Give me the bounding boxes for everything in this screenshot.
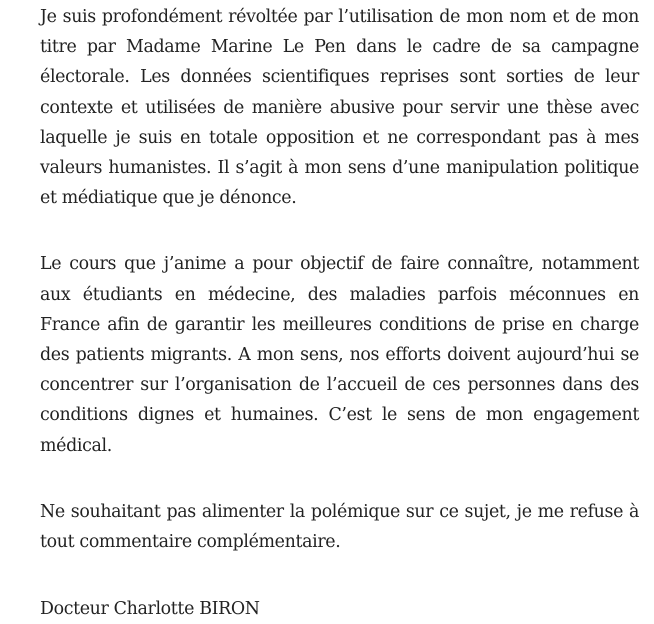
paragraph-statement: Je suis profondément révoltée par l’utilisation de mon nom et de mon titre par Madame Marine Le Pen dans le cadre de sa campagne électorale. Les données scientifiques reprises sont sorties de leur contexte et utilisées de manière abusive pour servir une thèse avec laquelle je suis en totale opposition et ne correspondant pas à mes valeurs humanistes. Il s’agit à mon sens d’une manipulation politique et médiatique que je dénonce. xyxy=(40,7,639,209)
letter-body xyxy=(40,0,639,624)
signature: Docteur Charlotte BIRON xyxy=(40,599,260,620)
paragraph-no-comment: Ne souhaitant pas alimenter la polémique sur ce sujet, je me refuse à tout commentaire complémentaire. xyxy=(40,501,639,553)
paragraph-course: Le cours que j’anime a pour objectif de faire connaître, notamment aux étudiants en médecine, des maladies parfois méconnues en France afin de garantir les meilleures conditions de prise en charge des patients migrants. A mon sens, nos efforts doivent aujourd’hui se concentrer sur l’organisation de l’accueil de ces personnes dans des conditions dignes et humaines. C’est le sens de mon engagement médical. xyxy=(40,254,639,456)
